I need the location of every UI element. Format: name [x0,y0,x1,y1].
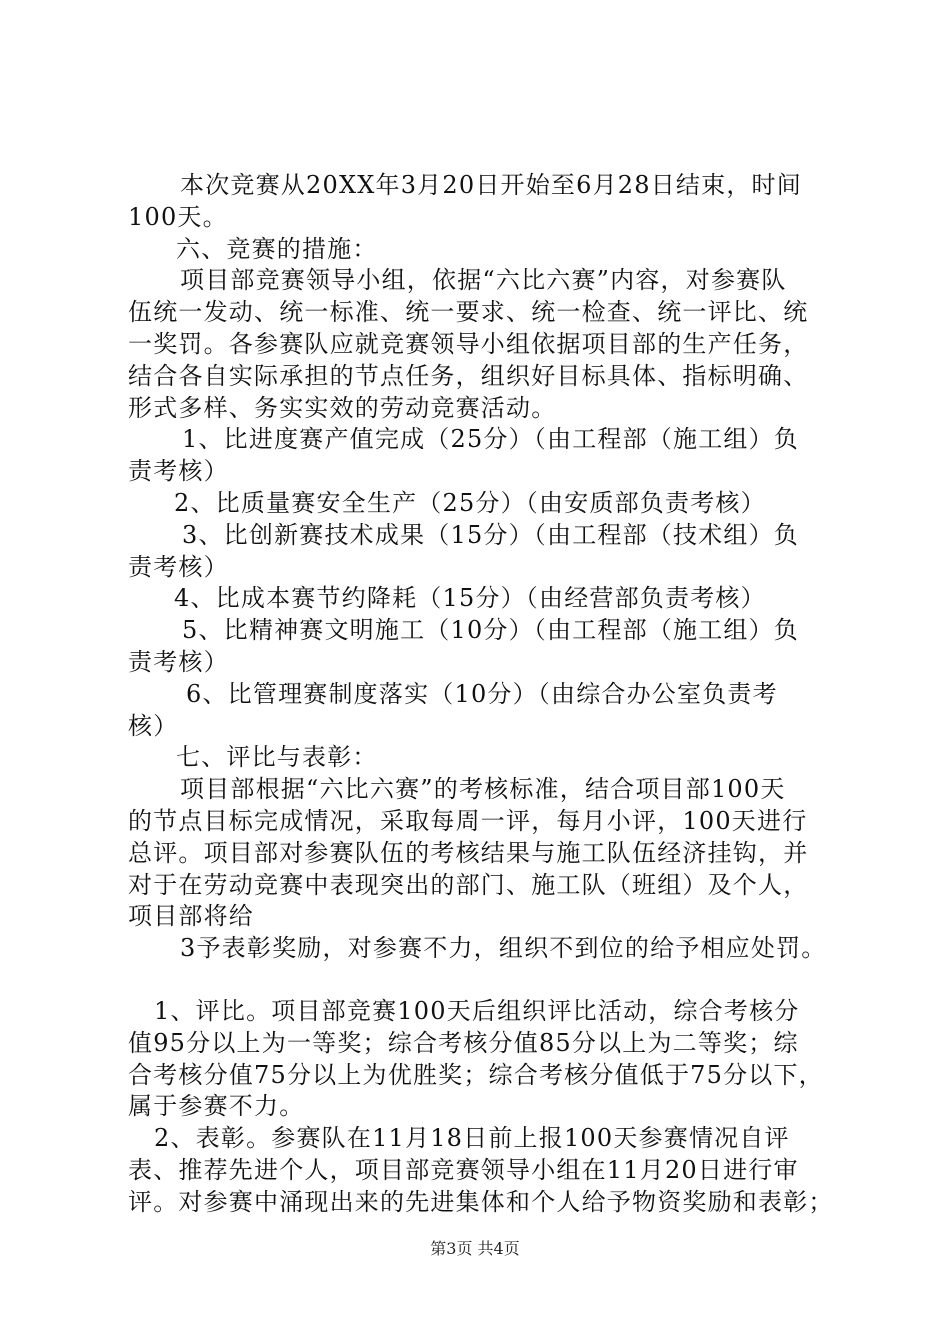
text-line: 5、比精神赛文明施工（10分）（由工程部（施工组）负 [182,616,800,645]
text-line: 6、比管理赛制度落实（10分）（由综合办公室负责考 [186,679,778,708]
text-line: 责考核） [128,647,229,676]
paragraph-evaluation [128,996,833,1123]
paragraph-measures [128,265,833,424]
section-heading-awards [128,742,833,774]
text-line: 100天。 [128,202,228,231]
text-line: 本次竞赛从20XX年3月20日开始至6月28日结束，时间 [180,171,802,199]
text-line: 责考核） [128,552,229,581]
list-item-3 [128,520,833,584]
text-line: 属于参赛不力。 [128,1092,305,1121]
paragraph-commendation [128,1123,833,1218]
list-item-1 [128,424,833,488]
text-line: 一奖罚。各参赛队应就竞赛领导小组依据项目部的生产任务， [128,329,809,358]
text-line: 形式多样、务实实效的劳动竞赛活动。 [128,393,557,422]
text-line: 3予表彰奖励，对参赛不力，组织不到位的给予相应处罚。 [180,934,827,963]
text-line: 评。对参赛中涌现出来的先进集体和个人给予物资奖励和表彰； [128,1187,834,1216]
text-line: 项目部将给 [128,902,254,931]
text-line: 的节点目标完成情况，采取每周一评，每月小评，100天进行 [128,806,808,835]
list-item-5 [128,615,833,679]
page-number-footer: 第3页 共4页 [430,1239,520,1258]
text-line: 结合各自实际承担的节点任务，组织好目标具体、指标明确、 [128,361,809,390]
text-line: 1、比进度赛产值完成（25分）（由工程部（施工组）负 [182,425,800,454]
document-body [128,170,833,1219]
text-line: 责考核） [128,457,229,486]
text-line: 核） [128,711,179,740]
list-item-2 [128,488,833,520]
paragraph-gap [128,965,833,996]
paragraph-rewards [128,933,833,965]
text-line: 合考核分值75分以上为优胜奖；综合考核分值低于75分以下， [128,1060,824,1089]
text-line: 对于在劳动竞赛中表现突出的部门、施工队（班组）及个人， [128,870,809,899]
text-line: 2、表彰。参赛队在11月18日前上报100天参赛情况自评 [154,1124,790,1153]
paragraph-awards [128,774,833,933]
text-line: 七、评比与表彰： [176,743,378,772]
text-line: 2、比质量赛安全生产（25分）（由安质部负责考核） [174,488,766,517]
list-item-4 [128,583,833,615]
text-line: 1、评比。项目部竞赛100天后组织评比活动，综合考核分 [154,996,800,1025]
section-heading-measures [128,234,833,266]
list-item-6 [128,679,833,743]
text-line: 4、比成本赛节约降耗（15分）（由经营部负责考核） [174,584,766,613]
text-line: 表、推荐先进个人，项目部竞赛领导小组在11月20日进行审 [128,1155,799,1184]
text-line: 3、比创新赛技术成果（15分）（由工程部（技术组）负 [182,520,800,549]
text-line: 项目部竞赛领导小组，依据“六比六赛”内容，对参赛队 [180,266,787,295]
text-line: 项目部根据“六比六赛”的考核标准，结合项目部100天 [180,775,786,804]
text-line: 伍统一发动、统一标准、统一要求、统一检查、统一评比、统 [128,298,809,327]
text-line: 总评。项目部对参赛队伍的考核结果与施工队伍经济挂钩，并 [128,838,809,867]
text-line: 值95分以上为一等奖；综合考核分值85分以上为二等奖；综 [128,1028,799,1057]
text-line: 六、竞赛的措施： [176,234,378,263]
paragraph-duration [128,170,833,234]
